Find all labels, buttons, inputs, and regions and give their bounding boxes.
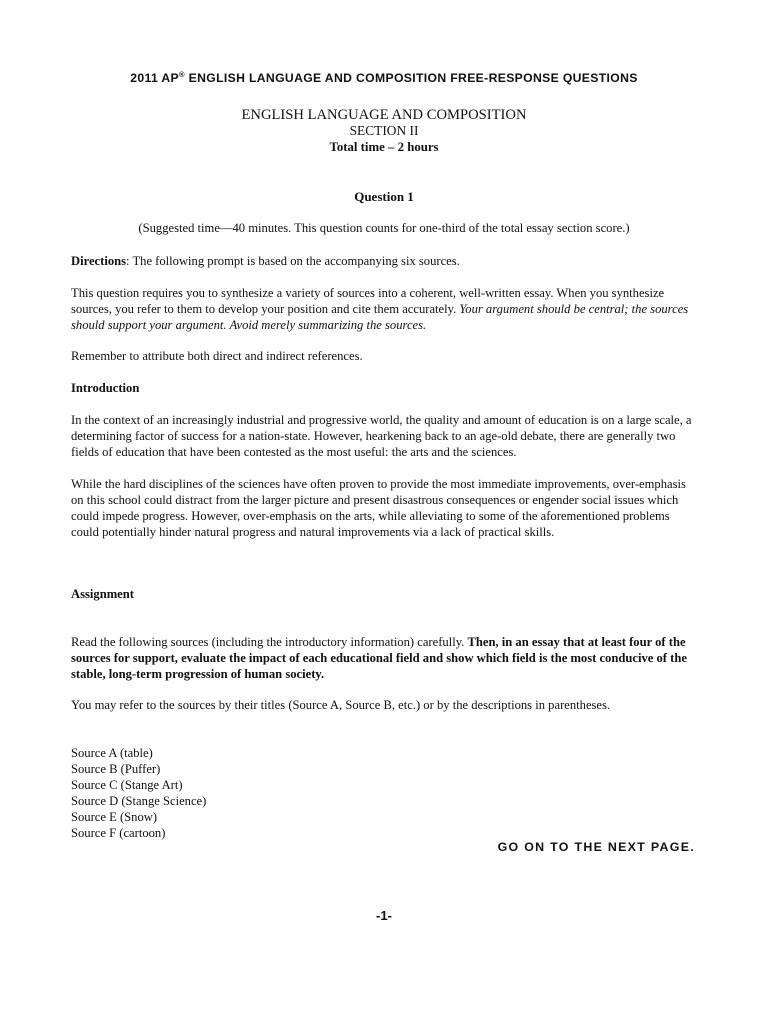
total-time: Total time – 2 hours — [329, 140, 439, 154]
source-reference-note: You may refer to the sources by their titles (Source A, Source B, etc.) or by the descriptions in parentheses. — [71, 698, 611, 712]
source-item-f: Source F (cartoon) — [71, 826, 166, 840]
section-number: SECTION II — [349, 123, 419, 138]
question-title: Question 1 — [354, 189, 414, 204]
introduction-paragraph-1: In the context of an increasingly industrial and progressive world, the quality and amount of education is on a large scale, a determining factor of success for a nation-state. However, hearkening back to an age-old debate, there are generally two fields of education that have been contested as the most useful: the arts and the sciences. — [71, 413, 692, 459]
introduction-paragraph-2: While the hard disciplines of the sciences have often proven to provide the most immediate improvements, over-emphasis on this school could distract from the larger picture and present disastrous consequences or engender social issues which could impede progress. However, over-emphasis on the arts, while alleviating to some of the aforementioned problems could potentially hinder natural progress and natural improvements via a lack of practical skills. — [71, 477, 686, 539]
source-item-c: Source C (Stange Art) — [71, 778, 183, 792]
source-item-d: Source D (Stange Science) — [71, 794, 207, 808]
section-title: ENGLISH LANGUAGE AND COMPOSITION — [241, 107, 527, 123]
suggested-time: (Suggested time—40 minutes. This question counts for one-third of the total essay section score.) — [138, 221, 630, 235]
directions-label: Directions — [71, 254, 127, 268]
header-title-prefix: 2011 AP — [130, 71, 179, 85]
directions — [71, 253, 695, 269]
source-item-a: Source A (table) — [71, 746, 153, 760]
attribution-reminder: Remember to attribute both direct and indirect references. — [71, 349, 363, 363]
synthesis-text: This question requires you to synthesize a variety of sources into a coherent, well-written essay. When you synthesize sources, you refer to them to develop your position and cite them accurately. — [71, 286, 665, 316]
synthesis-instructions — [71, 285, 695, 333]
directions-text: : The following prompt is based on the accompanying six sources. — [126, 254, 460, 268]
page-number: -1- — [376, 908, 392, 923]
source-list — [71, 745, 206, 841]
assignment-intro: Read the following sources (including the introductory information) carefully. — [71, 635, 468, 649]
assignment-heading: Assignment — [71, 587, 134, 601]
introduction-heading: Introduction — [71, 381, 140, 395]
assignment-text — [71, 634, 695, 682]
registered-mark: ® — [179, 69, 185, 79]
go-on-notice: GO ON TO THE NEXT PAGE. — [497, 840, 695, 854]
exam-header — [0, 71, 768, 85]
source-item-b: Source B (Puffer) — [71, 762, 161, 776]
source-item-e: Source E (Snow) — [71, 810, 158, 824]
synthesis-italic: Your argument should be central; the sources should support your argument. Avoid merely summarizing the sources. — [71, 302, 689, 332]
assignment-prompt: Then, in an essay that at least four of the sources for support, evaluate the impact of each educational field and show which field is the most conducive of the stable, long-term progression of human society. — [71, 635, 687, 681]
header-title-suffix: ENGLISH LANGUAGE AND COMPOSITION FREE-RESPONSE QUESTIONS — [184, 71, 638, 85]
